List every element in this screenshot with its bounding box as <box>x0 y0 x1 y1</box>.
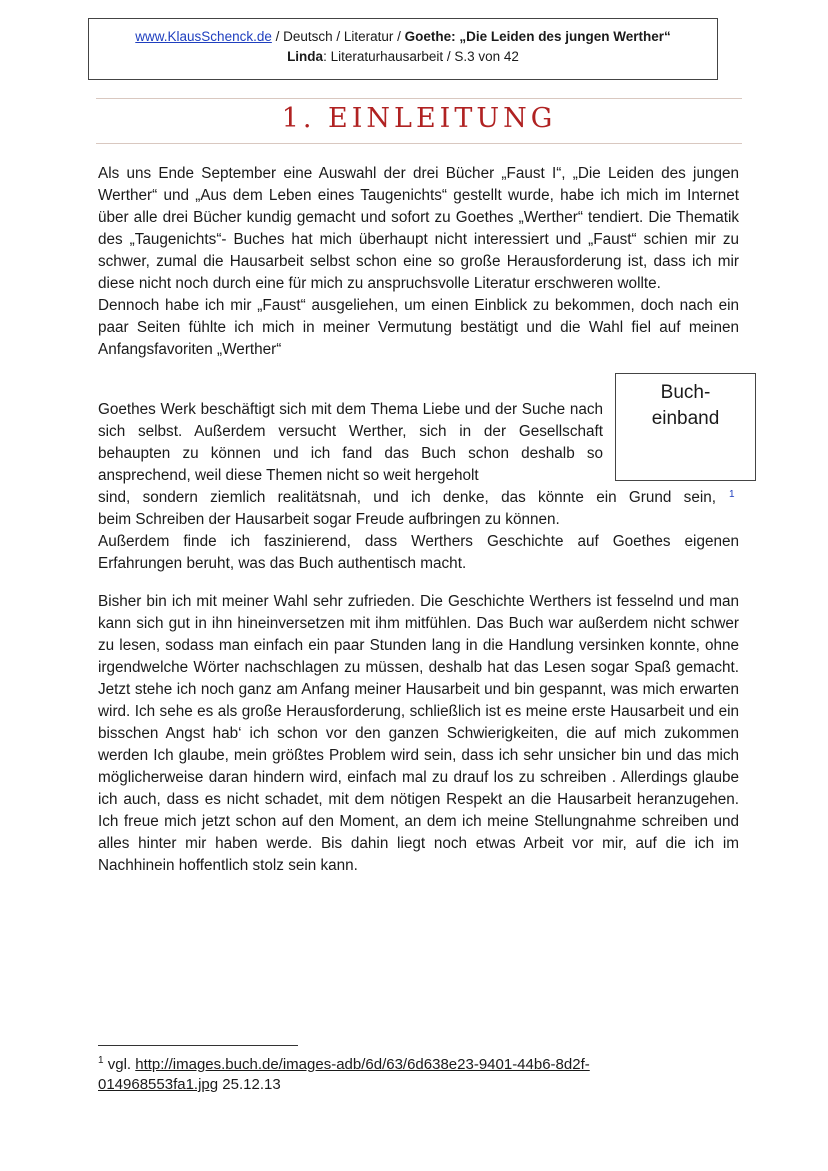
footnote-prefix: vgl. <box>103 1056 136 1073</box>
title-rule-bottom <box>96 143 742 144</box>
paragraph-3-4 <box>98 509 739 575</box>
intro-paragraphs <box>98 163 739 361</box>
page-title: 1. EINLEITUNG <box>281 103 557 134</box>
paragraph-3-rest: beim Schreiben der Hausarbeit sogar Freude aufbringen zu können. <box>98 511 560 528</box>
footnote-url-line-1: http://images.buch.de/images-adb/6d/63/6d638e23-9401-44b6-8d2f- <box>135 1056 590 1073</box>
footnote-date: 25.12.13 <box>218 1076 281 1093</box>
header-work-title: Goethe: „Die Leiden des jungen Werther“ <box>404 29 671 44</box>
header-page-info: : Literaturhausarbeit / S.3 von 42 <box>323 49 519 64</box>
paragraph-4: Außerdem finde ich faszinierend, dass Werthers Geschichte auf Goethes eigenen Erfahrungen beruht, was das Buch authentisch macht. <box>98 533 739 572</box>
footnote-url-line-2: 014968553fa1.jpg <box>98 1076 219 1093</box>
book-box-line-2: einband <box>651 408 720 429</box>
page-header <box>88 18 718 80</box>
book-cover-placeholder <box>615 373 756 481</box>
site-link[interactable]: www.KlausSchenck.de <box>135 29 272 44</box>
paragraph-3-wrapped: Goethes Werk beschäftigt sich mit dem Thema Liebe und der Suche nach sich selbst. Außerdem versucht Werther, sich in der Gesellschaft behaupten zu können und ich fand das Buch schon deshalb so ansprechend, weil diese Themen nicht so weit hergeholt <box>98 401 603 484</box>
paragraph-1: Als uns Ende September eine Auswahl der drei Bücher „Faust I“, „Die Leiden des jungen Werther“ und „Aus dem Leben eines Taugenichts“ gestellt wurde, habe ich mich im Internet über alle drei Bücher kundig gemacht und sofort zu Goethes „Werther“ tendiert. Die Thematik des „Taugenichts“- Buches hat mich überhaupt nicht interessiert und „Faust“ schien mir zu schwer, zumal die Hausarbeit selbst schon eine so große Herausforderung ist, dass ich mir diese nicht noch durch eine für mich zu anspruchsvolle Literatur erschweren wollte. <box>98 165 739 292</box>
header-author: Linda <box>287 49 324 64</box>
paragraph-5: Bisher bin ich mit meiner Wahl sehr zufrieden. Die Geschichte Werthers ist fesselnd und man kann sich gut in ihn hineinversetzen mit ihm mitfühlen. Das Buch war außerdem nicht schwer zu lesen, sodass man einfach ein paar Stunden lang in die Handlung versinken konnte, ohne irgendwelche Wörter nachschlagen zu müssen, deshalb hat das Lesen sogar Spaß gemacht. Jetzt stehe ich noch ganz am Anfang meiner Hausarbeit und bin gespannt, was mich erwarten wird. Ich sehe es als große Herausforderung, schließlich ist es meine erste Hausarbeit und ein bisschen Angst hab‘ ich schon vor den ganzen Schwierigkeiten, die auf mich zukommen werden Ich glaube, mein größtes Problem wird sein, dass ich sehr unsicher bin und das mich möglicherweise daran hindern wird, einfach mal zu drauf los zu schreiben . Allerdings glaube ich auch, dass es nicht schadet, mit dem nötigen Respekt an die Hausarbeit heranzugehen. Ich freue mich jetzt schon auf den Moment, an dem ich meine Stellungnahme schreiben und alles hinter mir haben werde. Bis dahin liegt noch etwas Arbeit vor mir, auf die ich im Nachhinein hoffentlich stolz sein kann. <box>98 593 739 874</box>
paragraph-2: Dennoch habe ich mir „Faust“ ausgeliehen, um einen Einblick zu bekommen, doch nach ein paar Seiten fühlte ich mich in meiner Vermutung bestätigt und die Wahl fiel auf meinen Anfangsfavoriten „Werther“ <box>98 297 739 358</box>
header-line-2 <box>89 47 717 67</box>
footnote-marker[interactable]: 1 <box>729 489 735 500</box>
footnote-link[interactable] <box>98 1056 590 1093</box>
header-path: / Deutsch / Literatur / <box>271 29 405 44</box>
header-line-1 <box>89 27 717 47</box>
paragraph-3-line-5: sind, sondern ziemlich realitätsnah, und ich denke, das könnte ein Grund sein, <box>98 489 716 506</box>
title-rule-top <box>96 98 742 99</box>
footnote-number: 1 <box>98 1055 104 1066</box>
book-box-line-1: Buch- <box>660 382 711 403</box>
footnote <box>98 1051 738 1095</box>
footnote-separator <box>98 1045 298 1046</box>
